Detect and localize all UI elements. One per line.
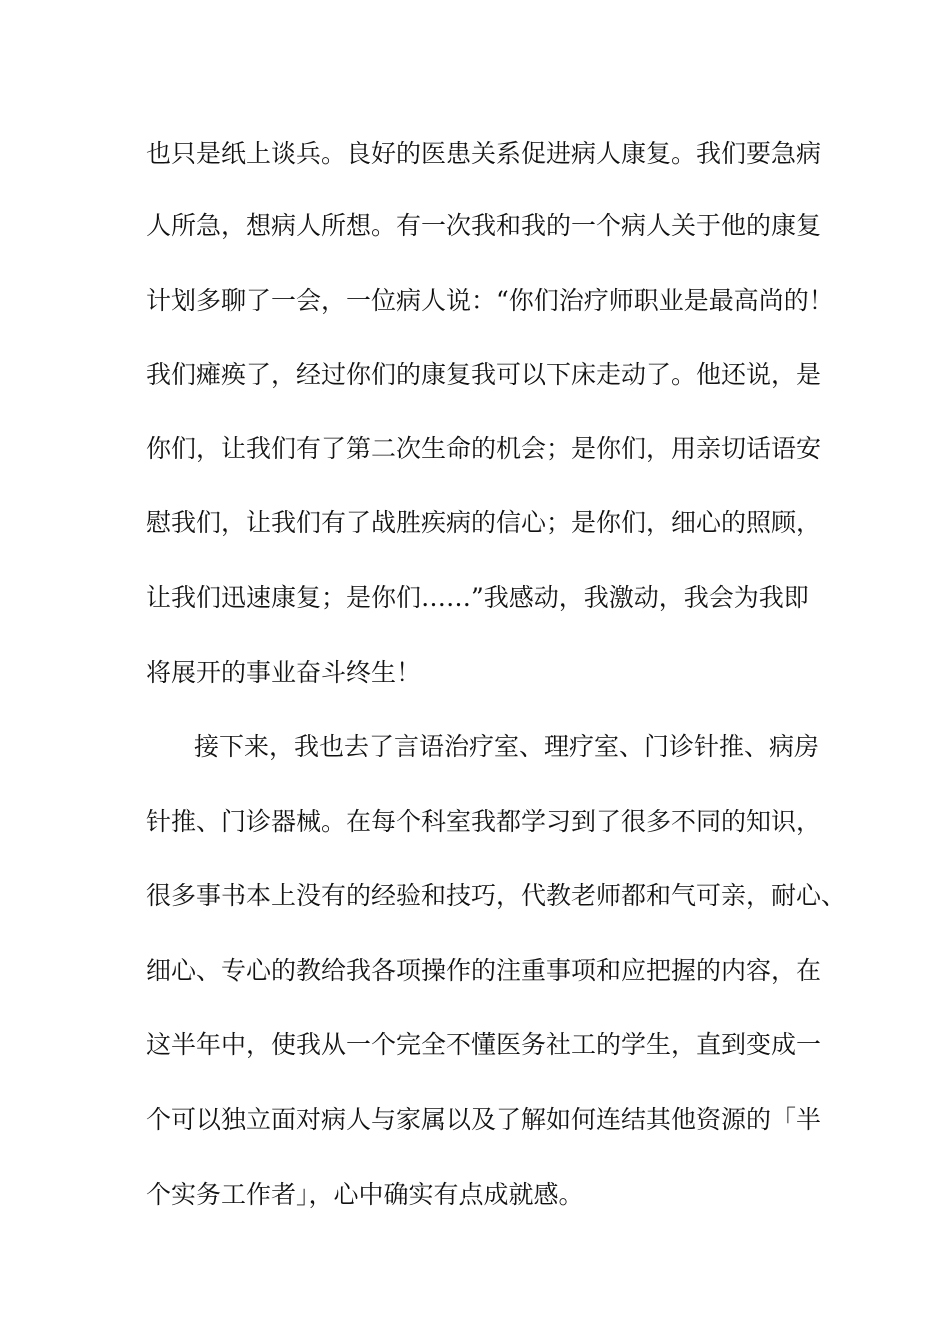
paragraph-line: 计划多聊了一会，一位病人说：“你们治疗师职业是最高尚的！: [146, 286, 834, 315]
paragraph-line: 慰我们，让我们有了战胜疾病的信心；是你们，细心的照顾，: [146, 508, 822, 537]
paragraph-line: 个实务工作者」，心中确实有点成就感。: [146, 1180, 584, 1209]
paragraph-line: 很多事书本上没有的经验和技巧，代教老师都和气可亲，耐心、: [146, 881, 847, 910]
paragraph-line: 我们瘫痪了，经过你们的康复我可以下床走动了。他还说，是: [146, 360, 822, 389]
paragraph-line: 也只是纸上谈兵。良好的医患关系促进病人康复。我们要急病: [146, 139, 822, 168]
paragraph-first-line: 接下来，我也去了言语治疗室、理疗室、门诊针推、病房: [194, 732, 820, 761]
paragraph-line: 细心、专心的教给我各项操作的注重事项和应把握的内容，在: [146, 956, 822, 985]
paragraph-line: 这半年中，使我从一个完全不懂医务社工的学生，直到变成一: [146, 1030, 822, 1059]
paragraph-line: 人所急，想病人所想。有一次我和我的一个病人关于他的康复: [146, 211, 822, 240]
paragraph-line: 将展开的事业奋斗终生！: [146, 658, 422, 687]
paragraph-line: 让我们迅速康复；是你们……”我感动，我激动，我会为我即: [146, 583, 809, 612]
paragraph-line: 个可以独立面对病人与家属以及了解如何连结其他资源的「半: [146, 1105, 822, 1134]
paragraph-line: 你们，让我们有了第二次生命的机会；是你们，用亲切话语安: [146, 434, 822, 463]
paragraph-line: 针推、门诊器械。在每个科室我都学习到了很多不同的知识，: [146, 807, 822, 836]
